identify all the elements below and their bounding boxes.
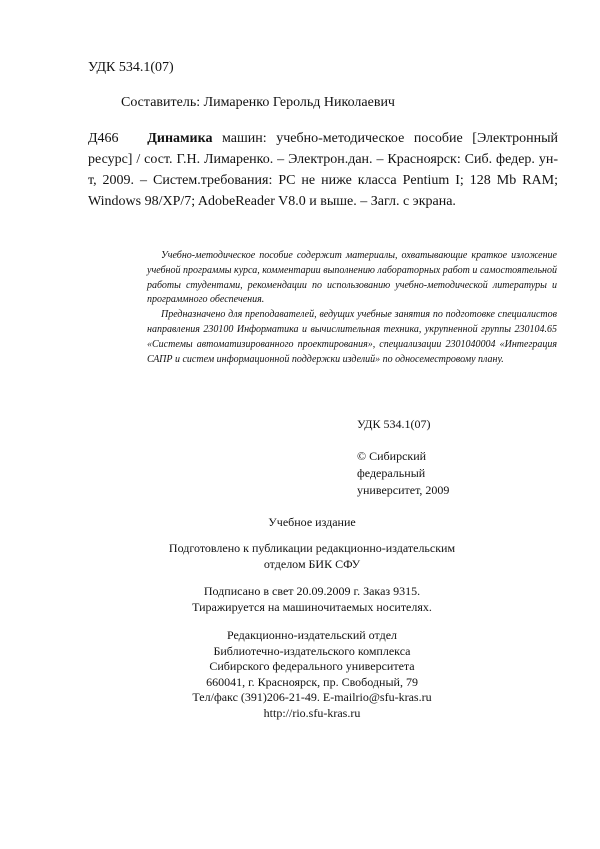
department-line-2: Библиотечно-издательского комплекса (213, 643, 411, 658)
department-line-1: Редакционно-издательский отдел (226, 628, 398, 642)
department-contacts: Тел/факс (391)206-21-49. E-mailrio@sfu-kras.ru (192, 690, 432, 704)
annotation-paragraph-2: Предназначено для преподавателей, ведущих учебные занятия по подготовке специалистов направления 230100 Информатика и вычислительная техника, укрупненной группы 230104.65 «Системы автоматизированного проектирования», специализации 2301040004 «Интеграция САПР и систем информационной поддержки изделий» по односеместровому плану. (147, 309, 557, 365)
publisher-department (0, 628, 600, 721)
prepared-line-2: отделом БИК СФУ (263, 556, 361, 571)
udk-code-right: УДК 534.1(07) (357, 417, 431, 431)
prepared-line-1: Подготовлено к публикации редакционно-издательским (168, 541, 456, 555)
annotation-paragraph-1: Учебно-методическое пособие содержит материалы, охватывающие краткое изложение учебной программы курса, комментарии выполнению лабораторных работ и самостоятельной работы студентами, рекомендации по использованию учебно-методической литературы и программного обеспечения. (147, 250, 557, 306)
biblio-code: Д466 (88, 131, 119, 146)
annotation (147, 249, 557, 367)
prepared-note (0, 541, 600, 572)
biblio-title: Динамика (147, 131, 213, 146)
signed-line-1: Подписано в свет 20.09.2009 г. Заказ 9315. (203, 584, 421, 598)
udk-code-top: УДК 534.1(07) (88, 60, 174, 75)
copyright-line-1: © Сибирский (357, 449, 427, 463)
department-address: 660041, г. Красноярск, пр. Свободный, 79 (206, 674, 418, 689)
compiler-line: Составитель: Лимаренко Герольд Николаевич (121, 95, 395, 110)
biblio-text: машин: учебно-методическое пособие [Электронный ресурс] / сост. Г.Н. Лимаренко. – Электрон.дан. – Красноярск: Сиб. федер. ун-т, 2009. – Систем.требования: PC не ниже класса Pentium I; 128 Mb RAM; Windows 98/XP/7; AdobeReader V8.0 и выше. – Загл. с экрана. (88, 131, 558, 209)
copyright-line-3: университет, 2009 (357, 483, 450, 497)
signed-line-2: Тиражируется на машиночитаемых носителях. (192, 599, 432, 614)
signed-note (0, 584, 600, 615)
bibliographic-record (88, 128, 558, 212)
department-website-link[interactable]: http://rio.sfu-kras.ru (263, 705, 361, 720)
department-line-3: Сибирского федерального университета (209, 659, 415, 673)
copyright-line-2: федеральный (357, 466, 426, 480)
copyright-block (357, 448, 487, 499)
edition-type: Учебное издание (268, 515, 356, 529)
